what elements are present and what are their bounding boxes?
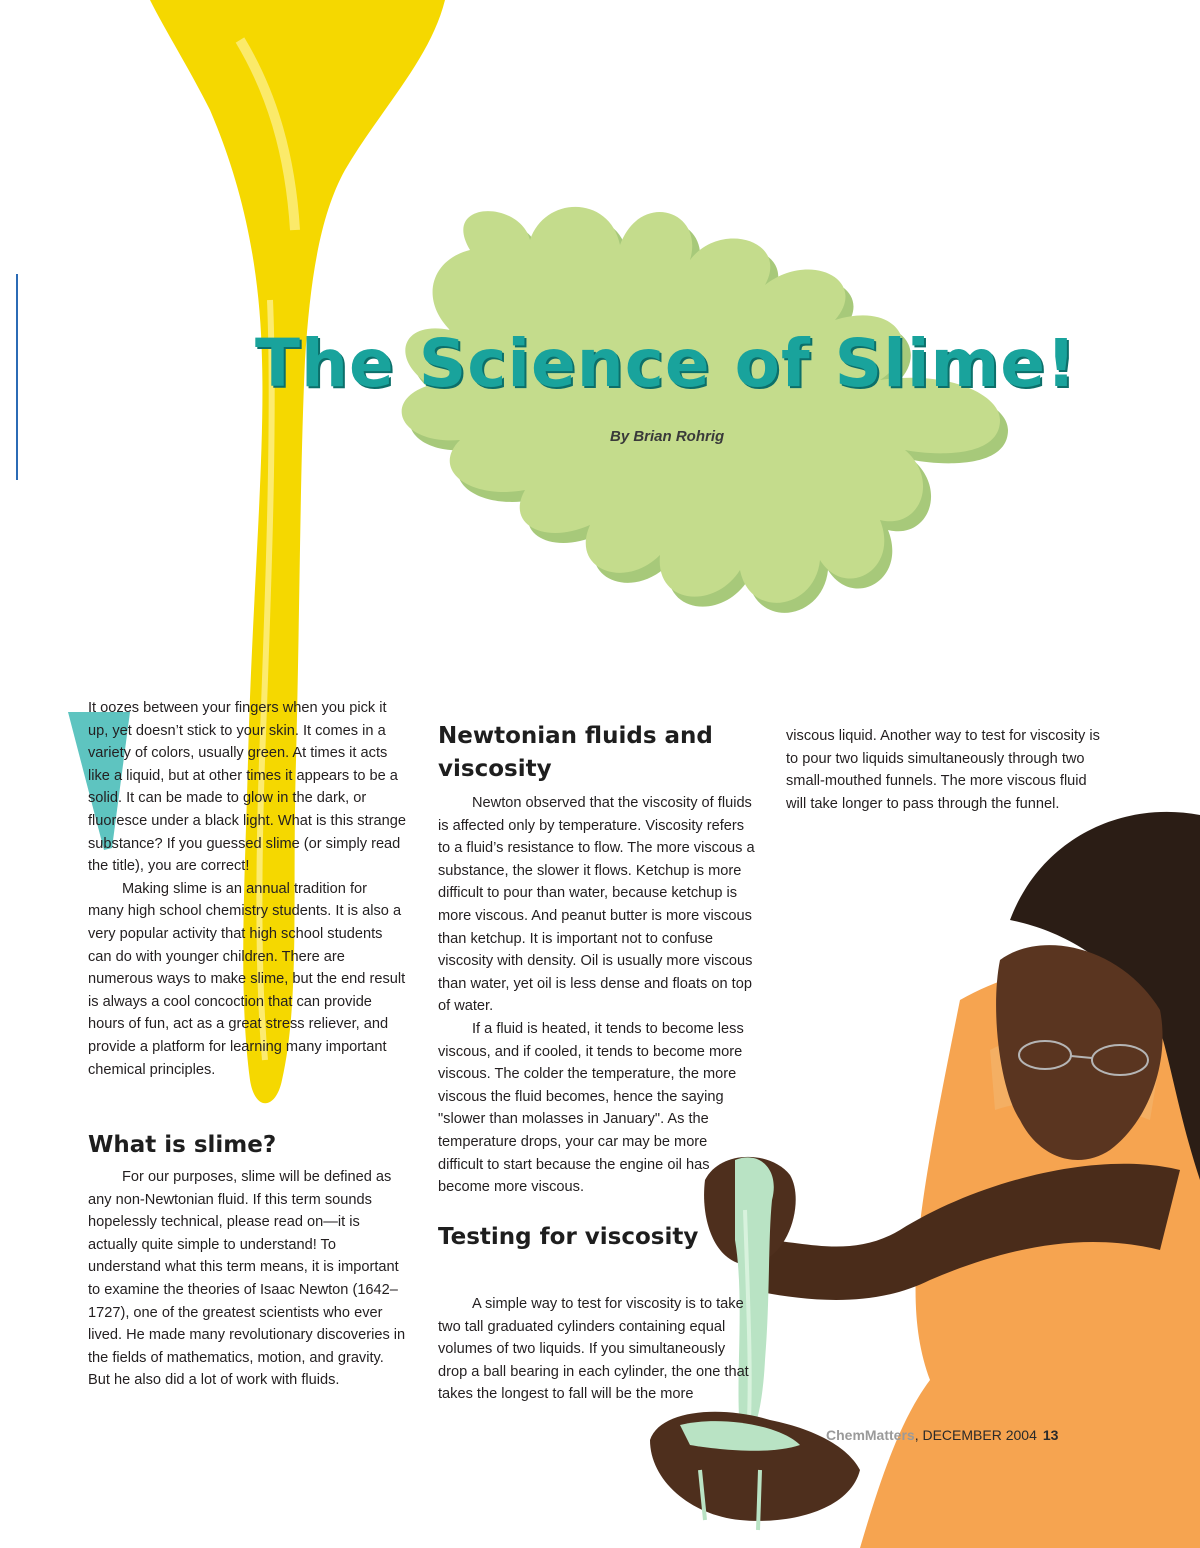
margin-rule — [16, 274, 18, 480]
column-3 — [786, 725, 1104, 815]
page-number: 13 — [1042, 1427, 1059, 1443]
paragraph-testing: A simple way to test for viscosity is to take two tall graduated cylinders containing equal volumes of two liquids. If you simultaneously drop a ball bearing in each cylinder, the one that takes the longest to fall will be the more — [438, 1296, 749, 1403]
magazine-name: ChemMatters — [826, 1427, 915, 1443]
column-2-lower — [438, 1293, 756, 1406]
paragraph-making-slime: Making slime is an annual tradition for many high school chemistry students. It is also a very popular activity that high school students can do with younger children. There are numerous ways to make slime, but the end result is always a cool concoction that can provide hours of fun, act as a great stress reliever, and provide a platform for learning many important chemical principles. — [88, 880, 406, 1078]
heading-testing-viscosity: Testing for viscosity — [438, 1224, 699, 1250]
paragraph-viscosity: Newton observed that the viscosity of fluids is affected only by temperature. Viscosity refers to a fluid’s resistance to flow. The more viscous a substance, the slower it flows. Ketchup is more difficult to pour than water, because ketchup is more viscous. And peanut butter is more viscous than ketchup. It is important not to confuse viscosity with density. Oil is usually more viscous than water, yet oil is less dense and floats on top of water. — [438, 795, 755, 1015]
issue-date: , DECEMBER 2004 — [914, 1427, 1037, 1443]
page-folio — [826, 1427, 1058, 1443]
slime-splat-image — [402, 207, 1008, 613]
heading-newtonian-fluids: Newtonian fluids and viscosity — [438, 723, 713, 782]
paragraph-funnels: viscous liquid. Another way to test for viscosity is to pour two liquids simultaneously through two small-mouthed funnels. The more viscous fluid will take longer to pass through the funnel. — [786, 728, 1100, 812]
column-1 — [88, 697, 406, 1081]
article-byline: By Brian Rohrig — [610, 428, 725, 445]
heading-what-is-slime: What is slime? — [88, 1132, 277, 1158]
paragraph-temperature: If a fluid is heated, it tends to become less viscous, and if cooled, it tends to become more viscous. The colder the temperature, the more viscous the fluid becomes, hence the saying "slower than molasses in January". As the temperature drops, your car may be more difficult to start because the engine oil has become more viscous. — [438, 1020, 744, 1196]
intro-paragraph: It oozes between your fingers when you pick it up, yet doesn’t stick to your skin. It comes in a variety of colors, usually green. At times it acts like a liquid, but at other times it appears to be a solid. It can be made to glow in the dark, or fluoresce under a black light. What is this strange substance? If you guessed slime (or simply read the title), you are correct! — [88, 700, 406, 875]
column-1-lower — [88, 1166, 406, 1392]
paragraph-definition: For our purposes, slime will be defined as any non-Newtonian fluid. If this term sounds hopelessly technical, please read on—it is actually quite simple to understand! To understand what this term means, it is important to examine the theories of Isaac Newton (1642–1727), one of the greatest scientists who ever lived. He made many revolutionary discoveries in the fields of mathematics, motion, and gravity. But he also did a lot of work with fluids. — [88, 1169, 406, 1389]
column-2 — [438, 792, 756, 1199]
article-title: The Science of Slime! — [255, 325, 1078, 402]
